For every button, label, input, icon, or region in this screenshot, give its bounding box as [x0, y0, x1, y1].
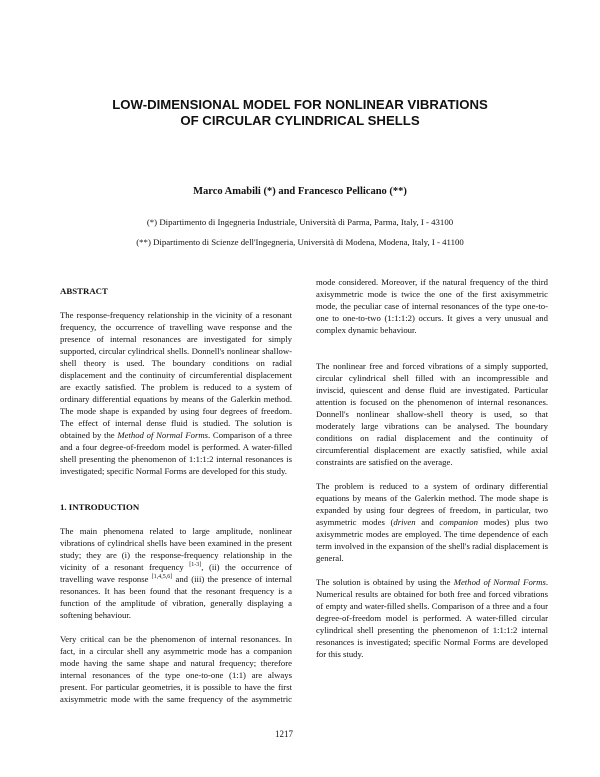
page-number: 1217 — [275, 729, 293, 739]
text: mode considered. Moreover, if the natural frequency of the third axisymmetric mode is twice the one of the first axisymmetric mode, the peculiar case of internal resonances of the type one-to-one to one-to-two (1:1:1:2) occurs. It gives a very unusual and complex dynamic behaviour. — [316, 277, 548, 335]
paper-title — [0, 97, 600, 129]
affiliation-2: (**) Dipartimento di Scienze dell'Ingegneria, Università di Modena, Modena, Italy, I - 41100 — [136, 237, 464, 247]
italic-text: companion — [439, 517, 478, 527]
italic-text: Method of Normal Forms — [453, 577, 546, 587]
text: The main phenomena related to large amplitude, nonlinear vibrations of cylindrical shells have been examined in the present study; they are (i) the response-frequency relationship in the vicinity of a resonant frequency — [60, 526, 292, 572]
introduction-heading: 1. INTRODUCTION — [60, 502, 140, 512]
abstract-heading: ABSTRACT — [60, 286, 108, 296]
text: , (ii) the occurrence of travelling wave response — [60, 562, 292, 584]
intro-paragraph-4 — [316, 480, 548, 564]
left-column — [60, 285, 292, 717]
intro-paragraph-1 — [60, 525, 292, 621]
text: The response-frequency relationship in the vicinity of a resonant frequency, the occurrence of travelling wave response and the presence of internal resonances are investigated for simply supported, circular cylindrical shells. Donnell's nonlinear shallow-shell theory is used. The boundary conditions on radial displacement and the continuity of circumferential displacement are exactly satisfied. The problem is reduced to a system of ordinary differential equations by means of the Galerkin method. The mode shape is expanded by using four degrees of freedom. The effect of internal dense fluid is studied. The solution is obtained by the — [60, 310, 292, 440]
intro-paragraph-5 — [316, 576, 548, 660]
affiliation-1: (*) Dipartimento di Ingegneria Industriale, Università di Parma, Parma, Italy, I - 43100 — [146, 217, 454, 227]
text: and (iii) the presence of internal resonances. It has been found that the resonant frequency is a function of the amplitude of vibration, generally displaying a softening behaviour. — [60, 574, 292, 620]
citation: [1-3] — [189, 562, 202, 569]
text: The problem is reduced to a system of ordinary differential equations by means of the Galerkin method. The mode shape is expanded by using four degrees of freedom, in particular, two asymmetric modes ( — [316, 481, 548, 527]
authors: Marco Amabili (*) and Francesco Pellicano (**) — [193, 186, 407, 197]
text: and — [415, 517, 440, 527]
italic-text: Method of Normal Forms — [117, 430, 209, 440]
right-column — [316, 276, 548, 672]
intro-paragraph-2: Very critical can be the phenomenon of internal resonances. In fact, in a circular shell any asymmetric mode has a companion mode having the same shape and natural frequency; therefore internal resonances of the type one-to-one (1:1) are always present. For particular geometries, it is possible to have the first axisymmetric mode with the same frequency of the asymmetric — [60, 634, 292, 704]
text: . Numerical results are obtained for both free and forced vibrations of empty and water-filled shells. Comparison of a three and a four degree-of-freedom model is performed. A water-filled circular cylindrical shell presenting the phenomenon of 1:1:1:2 internal resonances is investigated; specific Normal Forms are developed for this study. — [316, 577, 549, 659]
abstract-text — [60, 309, 292, 477]
text: . Comparison of a three and a four degree-of-freedom model is performed. A water-filled shell presenting the phenomenon of 1:1:1:2 internal resonances is investigated; specific Normal Forms are developed for this study. — [60, 430, 293, 476]
title-line-1: LOW-DIMENSIONAL MODEL FOR NONLINEAR VIBRATIONS — [112, 97, 488, 112]
text: The solution is obtained by using the — [316, 577, 454, 587]
text: modes) plus two axisymmetric modes are employed. The time dependence of each term involved in the expansion of the shell's radial displacement is general. — [316, 517, 548, 563]
title-line-2: OF CIRCULAR CYLINDRICAL SHELLS — [180, 113, 420, 128]
intro-paragraph-3: The nonlinear free and forced vibrations of a simply supported, circular cylindrical shell filled with an incompressible and inviscid, quiescent and dense fluid are investigated. Particular attention is focused on the phenomenon of internal resonances. Donnell's nonlinear shallow-shell theory is used, so that moderately large vibrations can be analysed. The boundary conditions on radial displacement and the continuity of circumferential displacement are exactly satisfied, while axial constraints are satisfied on the average. — [316, 361, 548, 467]
italic-text: driven — [393, 517, 416, 527]
intro-paragraph-2-tail — [316, 276, 548, 348]
citation: [1,4,5,6] — [151, 574, 173, 581]
